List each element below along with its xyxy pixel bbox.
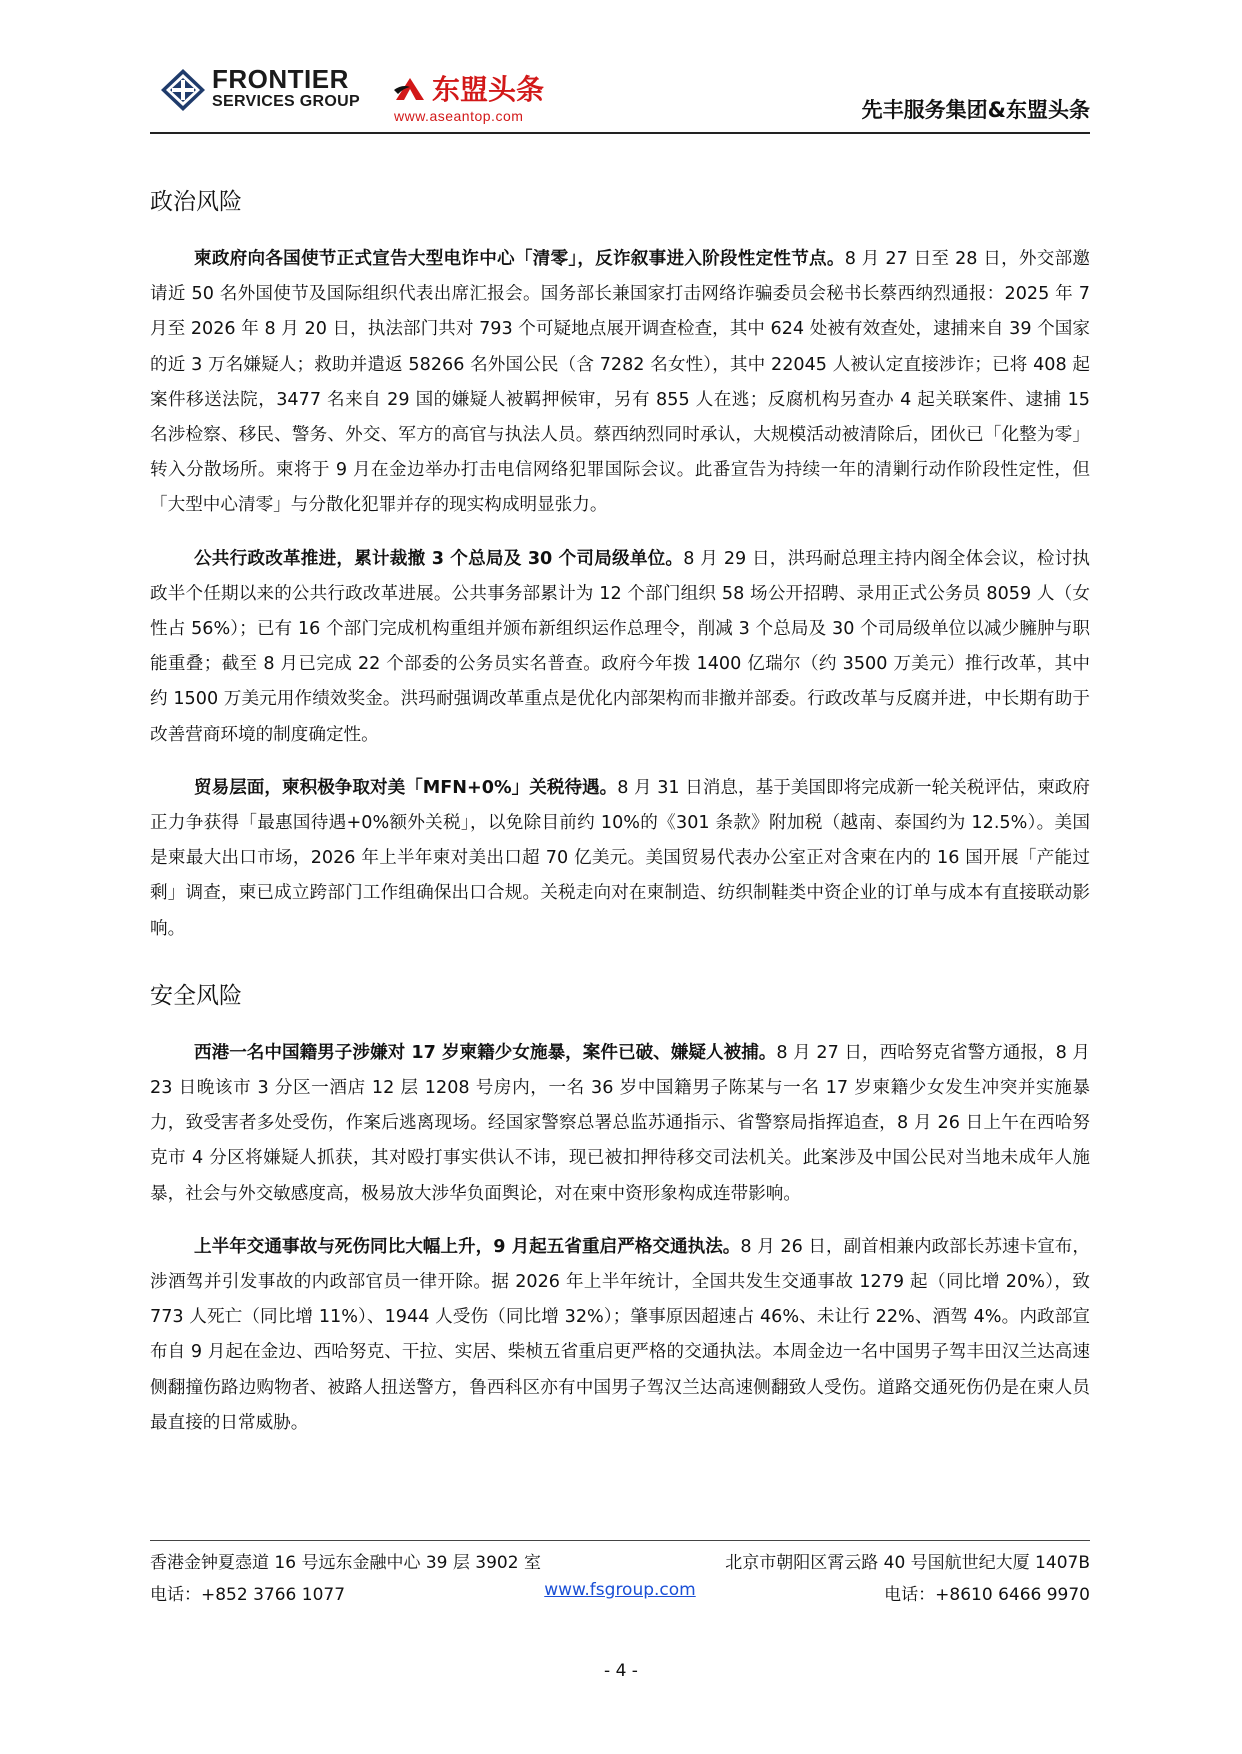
footer-website-link[interactable]: www.fsgroup.com — [544, 1580, 696, 1600]
paragraph-lead: 上半年交通事故与死伤同比大幅上升，9 月起五省重启严格交通执法。 — [194, 1236, 741, 1257]
paragraph-body: 8 月 26 日，副首相兼内政部长苏速卡宣布，涉酒驾并引发事故的内政部官员一律开除。据 2026 年上半年统计，全国共发生交通事故 1279 起（同比增 20%），致 773 人死亡（同比增 11%）、1944 人受伤（同比增 32%）；肇事原因超速占 46%、未让行 22%、酒驾 4%。内政部宣布自 9 月起在金边、西哈努克、干拉、实居、柴桢五省重启更严格的交通执法。本周金边一名中国男子驾丰田汉兰达高速侧翻撞伤路边购物者、被路人扭送警方，鲁西科区亦有中国男子驾汉兰达高速侧翻致人受伤。道路交通死伤仍是在柬人员最直接的日常威胁。 — [150, 1236, 1090, 1433]
report-body — [150, 183, 1090, 1459]
paragraph-lead: 贸易层面，柬积极争取对美「MFN+0%」关税待遇。 — [194, 777, 618, 798]
footer-phone-hk: 电话：+852 3766 1077 — [150, 1585, 346, 1605]
footer-divider — [150, 1540, 1090, 1541]
header-title: 先丰服务集团&东盟头条 — [861, 98, 1090, 122]
frontier-emblem-icon — [160, 68, 206, 112]
page-header — [150, 66, 1090, 130]
paragraph — [150, 771, 1090, 947]
paragraph-body: 8 月 29 日，洪玛耐总理主持内阁全体会议，检讨执政半个任期以来的公共行政改革进展。公共事务部累计为 12 个部门组织 58 场公开招聘、录用正式公务员 8059 人（女性占 56%）；已有 16 个部门完成机构重组并颁布新组织运作总理令，削减 3 个总局及 30 个司局级单位以减少臃肿与职能重叠；截至 8 月已完成 22 个部委的公务员实名普查。政府今年拨 1400 亿瑞尔（约 3500 万美元）推行改革，其中约 1500 万美元用作绩效奖金。洪玛耐强调改革重点是优化内部架构而非撤并部委。行政改革与反腐并进，中长期有助于改善营商环境的制度确定性。 — [150, 548, 1090, 745]
paragraph-body: 8 月 27 日，西哈努克省警方通报，8 月 23 日晚该市 3 分区一酒店 12 层 1208 号房内，一名 36 岁中国籍男子陈某与一名 17 岁柬籍少女发生冲突并实施暴力，致受害者多处受伤，作案后逃离现场。经国家警察总署总监苏通指示、省警察局指挥追查，8 月 26 日上午在西哈努克市 4 分区将嫌疑人抓获，其对殴打事实供认不讳，现已被扣押待移交司法机关。此案涉及中国公民对当地未成年人施暴，社会与外交敏感度高，极易放大涉华负面舆论，对在柬中资形象构成连带影响。 — [150, 1042, 1090, 1204]
frontier-line1: FRONTIER — [212, 64, 349, 94]
section-title-political: 政治风险 — [150, 189, 242, 215]
paragraph — [150, 242, 1090, 524]
paragraph-body: 8 月 27 日至 28 日，外交部邀请近 50 名外国使节及国际组织代表出席汇报会。国务部长兼国家打击网络诈骗委员会秘书长蔡西纳烈通报：2025 年 7 月至 2026 年 8 月 20 日，执法部门共对 793 个可疑地点展开调查检查，其中 624 处被有效查处，逮捕来自 39 个国家的近 3 万名嫌疑人；救助并遣返 58266 名外国公民（含 7282 名女性），其中 22045 人被认定直接涉诈；已将 408 起案件移送法院，3477 名来自 29 国的嫌疑人被羁押候审，另有 855 人在逃；反腐机构另查办 4 起关联案件、逮捕 15 名涉检察、移民、警务、外交、军方的高官与执法人员。蔡西纳烈同时承认，大规模活动被清除后，团伙已「化整为零」转入分散场所。柬将于 9 月在金边举办打击电信网络犯罪国际会议。此番宣告为持续一年的清剿行动作阶段性定性，但「大型中心清零」与分散化犯罪并存的现实构成明显张力。 — [150, 249, 1090, 516]
paragraph-lead: 柬政府向各国使节正式宣告大型电诈中心「清零」，反诈叙事进入阶段性定性节点。 — [194, 249, 845, 269]
paragraph — [150, 1230, 1090, 1441]
frontier-line2: SERVICES GROUP — [212, 93, 360, 110]
paragraph-body: 8 月 31 日消息，基于美国即将完成新一轮关税评估，柬政府正力争获得「最惠国待遇+0%额外关税」，以免除目前约 10%的《301 条款》附加税（越南、泰国约为 12.5%）。美国是柬最大出口市场，2026 年上半年柬对美出口超 70 亿美元。美国贸易代表办公室正对含柬在内的 16 国开展「产能过剩」调查，柬已成立跨部门工作组确保出口合规。关税走向对在柬制造、纺织制鞋类中资企业的订单与成本有直接联动影响。 — [150, 777, 1090, 939]
page-number: - 4 - — [604, 1661, 638, 1681]
paragraph — [150, 542, 1090, 753]
page-footer — [150, 1546, 1090, 1610]
aseantop-mark-icon — [394, 76, 426, 102]
footer-address-bj: 北京市朝阳区霄云路 40 号国航世纪大厦 1407B — [725, 1553, 1090, 1573]
footer-phone-bj: 电话：+8610 6466 9970 — [884, 1585, 1090, 1605]
footer-address-hk: 香港金钟夏悫道 16 号远东金融中心 39 层 3902 室 — [150, 1553, 541, 1573]
aseantop-url: www.aseantop.com — [394, 108, 524, 124]
aseantop-name: 东盟头条 — [432, 73, 545, 106]
frontier-logo-text — [212, 66, 360, 110]
paragraph — [150, 1036, 1090, 1212]
paragraph-lead: 西港一名中国籍男子涉嫌对 17 岁柬籍少女施暴，案件已破、嫌疑人被捕。 — [194, 1042, 777, 1063]
paragraph-lead: 公共行政改革推进，累计裁撤 3 个总局及 30 个司局级单位。 — [194, 548, 684, 569]
header-divider — [150, 132, 1090, 134]
section-title-security: 安全风险 — [150, 982, 242, 1009]
